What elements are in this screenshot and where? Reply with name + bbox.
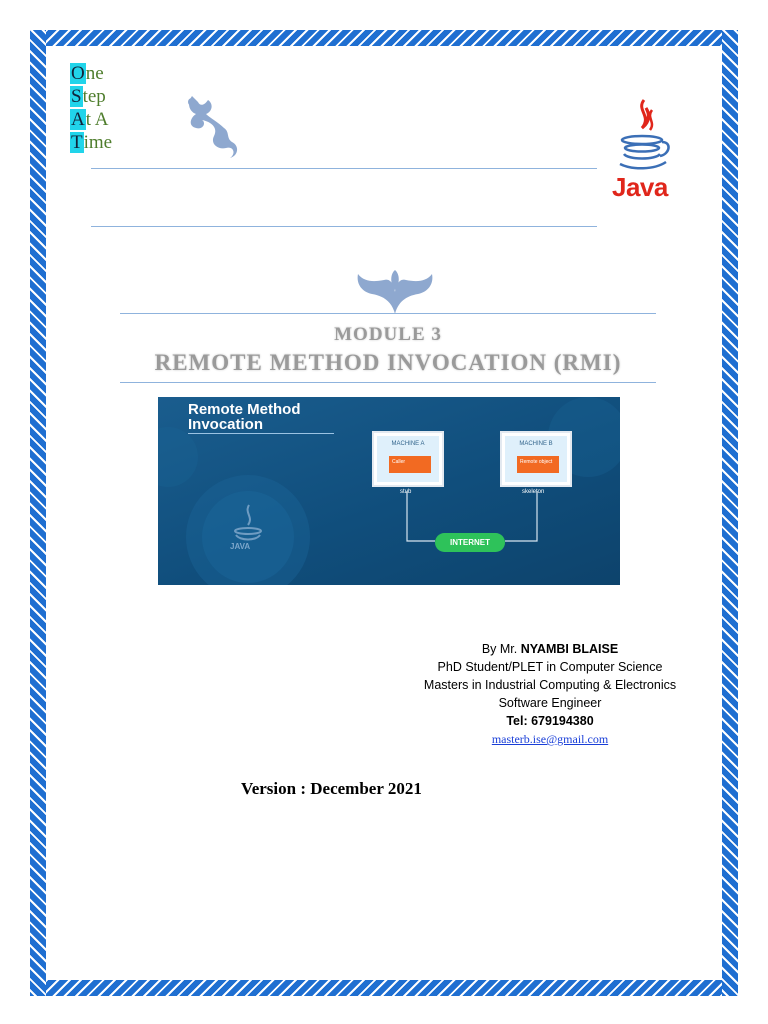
author-email-link[interactable]: masterb.ise@gmail.com <box>491 732 609 746</box>
internet-pill: INTERNET <box>435 533 505 552</box>
machine-b-tag: Remote object <box>517 456 559 473</box>
machine-a-screen <box>377 436 439 482</box>
machine-b-caption: skeleton <box>522 489 545 495</box>
title-rule-bottom <box>120 382 656 383</box>
illustration-heading-line: Remote Method <box>188 401 301 418</box>
version-label: Version : December 2021 <box>241 779 422 798</box>
motto-line <box>70 62 112 85</box>
motto-initial: S <box>71 86 82 107</box>
illustration-heading-line: Invocation <box>188 416 264 433</box>
ornament-flourish-icon <box>182 92 242 162</box>
author-name: NYAMBI BLAISE <box>520 642 619 656</box>
machine-b-title: MACHINE B <box>519 441 553 447</box>
machine-a-caption: stub <box>400 489 412 495</box>
module-subject: REMOTE METHOD INVOCATION (RMI) <box>154 350 622 375</box>
motto-rest: ne <box>85 63 104 84</box>
author-tel: Tel: 679194380 <box>506 714 594 728</box>
header-rule <box>91 226 597 227</box>
module-title <box>120 322 656 378</box>
java-cup-icon <box>606 96 682 174</box>
motto-rest: tep <box>82 86 106 107</box>
machine-b-box <box>500 431 572 487</box>
java-logo-text: Java <box>612 172 668 202</box>
author-line <box>412 640 688 658</box>
motto-line <box>70 108 112 131</box>
author-degree: PhD Student/PLET in Computer Science <box>437 660 663 674</box>
java-watermark-text: JAVA <box>230 542 251 551</box>
machine-a-title: MACHINE A <box>391 441 425 447</box>
illustration-heading <box>188 402 301 432</box>
author-role: Software Engineer <box>498 696 602 710</box>
author-prefix: By Mr. <box>481 642 521 656</box>
motto-initial: T <box>71 132 83 153</box>
motto-block <box>70 62 112 154</box>
machine-b-screen <box>505 436 567 482</box>
rmi-illustration <box>158 397 620 585</box>
page-border-right <box>722 30 738 996</box>
page-border-bottom <box>30 980 738 996</box>
machine-a-box <box>372 431 444 487</box>
motto-line <box>70 131 112 154</box>
module-number: MODULE 3 <box>334 324 442 345</box>
java-logo <box>606 96 682 208</box>
author-masters: Masters in Industrial Computing & Electronics <box>423 678 677 692</box>
motto-initial: A <box>71 109 85 130</box>
title-rule-top <box>120 313 656 314</box>
motto-rest: ime <box>83 132 113 153</box>
author-block <box>412 640 688 748</box>
motto-initial: O <box>71 63 85 84</box>
motto-line <box>70 85 112 108</box>
page-border-left <box>30 30 46 996</box>
motto-rest: t A <box>85 109 109 130</box>
illustration-heading-underline <box>188 433 334 434</box>
header-rule <box>91 168 597 169</box>
page-border-top <box>30 30 738 46</box>
machine-a-tag: Caller <box>389 456 431 473</box>
divider-ornament-icon <box>354 268 436 314</box>
